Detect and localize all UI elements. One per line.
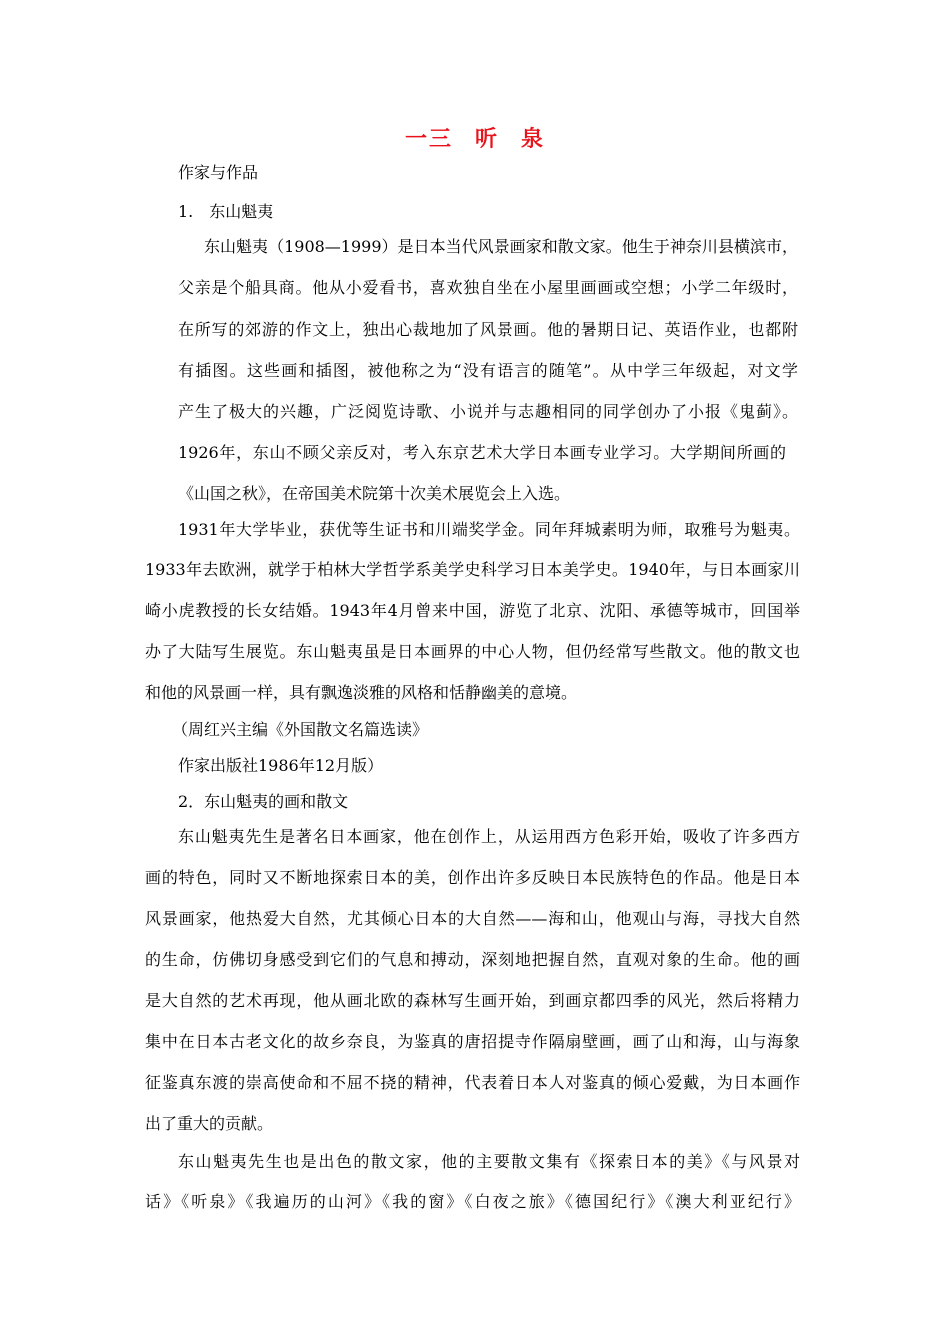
para1-line: 东山魁夷（1908—1999）是日本当代风景画家和散文家。他生于神奈川县横滨市， <box>204 237 798 256</box>
para1-line: 1926年，东山不顾父亲反对，考入东京艺术大学日本画专业学习。大学期间所画的 <box>178 443 786 462</box>
para2-line: 1933年去欧洲，就学于柏林大学哲学系美学史科学习日本美学史。1940年，与日本画家川 <box>145 560 800 579</box>
para3-line: 风景画家，他热爱大自然，尤其倾心日本的大自然——海和山，他观山与海，寻找大自然 <box>145 909 800 928</box>
para1-line: 有插图。这些画和插图，被他称之为“没有语言的随笔”。从中学三年级起，对文学 <box>178 361 798 380</box>
para3-line: 东山魁夷先生是著名日本画家，他在创作上，从运用西方色彩开始，吸收了许多西方 <box>178 827 800 846</box>
para4-line: 东山魁夷先生也是出色的散文家，他的主要散文集有《探索日本的美》《与风景对 <box>178 1152 800 1171</box>
title-char-2: 泉 <box>521 127 546 152</box>
source-line: （周红兴主编《外国散文名篇选读》 <box>172 720 429 739</box>
para3-line: 征鉴真东渡的崇高使命和不屈不挠的精神，代表着日本人对鉴真的倾心爱戴，为日本画作 <box>145 1073 800 1092</box>
para1-line: 在所写的郊游的作文上，独出心裁地加了风景画。他的暑期日记、英语作业，也都附 <box>178 320 798 339</box>
para3-line: 画的特色，同时又不断地探索日本的美，创作出许多反映日本民族特色的作品。他是日本 <box>145 868 800 887</box>
para1-line: 产生了极大的兴趣，广泛阅览诗歌、小说并与志趣相同的同学创办了小报《鬼蓟》。 <box>178 402 798 421</box>
para3-line: 集中在日本古老文化的故乡奈良，为鉴真的唐招提寺作隔扇壁画，画了山和海，山与海象 <box>145 1032 800 1051</box>
title-char-1: 听 <box>474 127 499 152</box>
page-title <box>0 122 950 153</box>
para3-line: 出了重大的贡献。 <box>145 1114 274 1133</box>
para2-line: 和他的风景画一样，具有飘逸淡雅的风格和恬静幽美的意境。 <box>145 683 578 702</box>
item1-heading: 1. 东山魁夷 <box>178 202 274 221</box>
title-number: 一三 <box>404 127 453 152</box>
para1-line: 《山国之秋》，在帝国美术院第十次美术展览会上入选。 <box>178 484 571 503</box>
para3-line: 是大自然的艺术再现，他从画北欧的森林写生画开始，到画京都四季的风光，然后将精力 <box>145 991 800 1010</box>
para2-line: 1931年大学毕业，获优等生证书和川端奖学金。同年拜城素明为师，取雅号为魁夷。 <box>178 520 800 539</box>
source-line: 作家出版社1986年12月版） <box>178 756 384 775</box>
para1-line: 父亲是个船具商。他从小爱看书，喜欢独自坐在小屋里画画或空想；小学二年级时， <box>178 278 798 297</box>
para2-line: 崎小虎教授的长女结婚。1943年4月曾来中国，游览了北京、沈阳、承德等城市，回国举 <box>145 601 800 620</box>
para3-line: 的生命，仿佛切身感受到它们的气息和搏动，深刻地把握自然，直观对象的生命。他的画 <box>145 950 800 969</box>
para2-line: 办了大陆写生展览。东山魁夷虽是日本画界的中心人物，但仍经常写些散文。他的散文也 <box>145 642 800 661</box>
para4-line: 话》《听泉》《我遍历的山河》《我的窗》《白夜之旅》《德国纪行》《澳大利亚纪行》 <box>145 1192 800 1211</box>
section-heading: 作家与作品 <box>178 163 259 182</box>
item2-heading: 2．东山魁夷的画和散文 <box>178 792 349 811</box>
